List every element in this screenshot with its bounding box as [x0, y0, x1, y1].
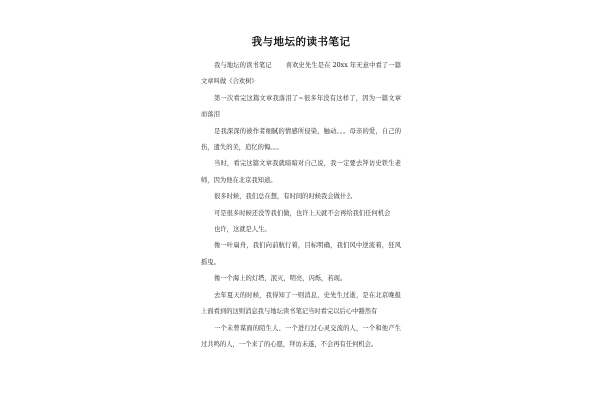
- paragraph: 第一次看完这篇文章我落泪了~很多年没有这样了，因为一篇文章而落泪: [201, 94, 401, 119]
- paragraph: 也许，这就是人生。: [214, 226, 271, 234]
- paragraph: [201, 58, 401, 91]
- paragraph: 当时，看完这篇文章我就暗暗对自己说，我一定要去拜访史铁生老师，因为他在北京我知道。: [201, 160, 401, 184]
- paragraph-heading: 我与地坛的读书笔记: [214, 62, 272, 69]
- paragraph: 像一个海上的灯塔，泯灭，明亮，闪烁，若现。: [214, 275, 347, 283]
- document-title: 我与地坛的读书笔记: [251, 36, 351, 48]
- paragraph: 一个未曾谋面的陌生人、一个进行过心灵交流的人，一个和他产生过共鸣的人，一个来了的心愿，拜访未遂，不会再有任何机会。: [201, 324, 401, 348]
- paragraph: 像一叶扁舟，我们向前航行着，目标明确，我们风中逆流着，狂风摇曳。: [201, 242, 401, 266]
- document-page: [201, 30, 401, 353]
- paragraph: 是我深深的被作者细腻的情感所侵染，触动。。。母亲的爱，自己的伤，遗失的美，追忆的悔。。。: [201, 127, 401, 152]
- paragraph: 很多时候，我们总在想，有时间的时候我会做什么: [214, 193, 353, 201]
- paragraph-text: 喜欢史先生是在 20xx 年无意中看了一篇文章叫做《合欢树》: [201, 62, 401, 86]
- paragraph: 去年夏天的时候，我得知了一则消息，史先生过逝，是在北京晚报上面看到的这则消息我与地坛读书笔记当时看完以后心中豁然有: [201, 291, 401, 316]
- paragraph: 可是很多时候还没等我们做，也许上天就不会再给我们任何机会: [214, 209, 391, 217]
